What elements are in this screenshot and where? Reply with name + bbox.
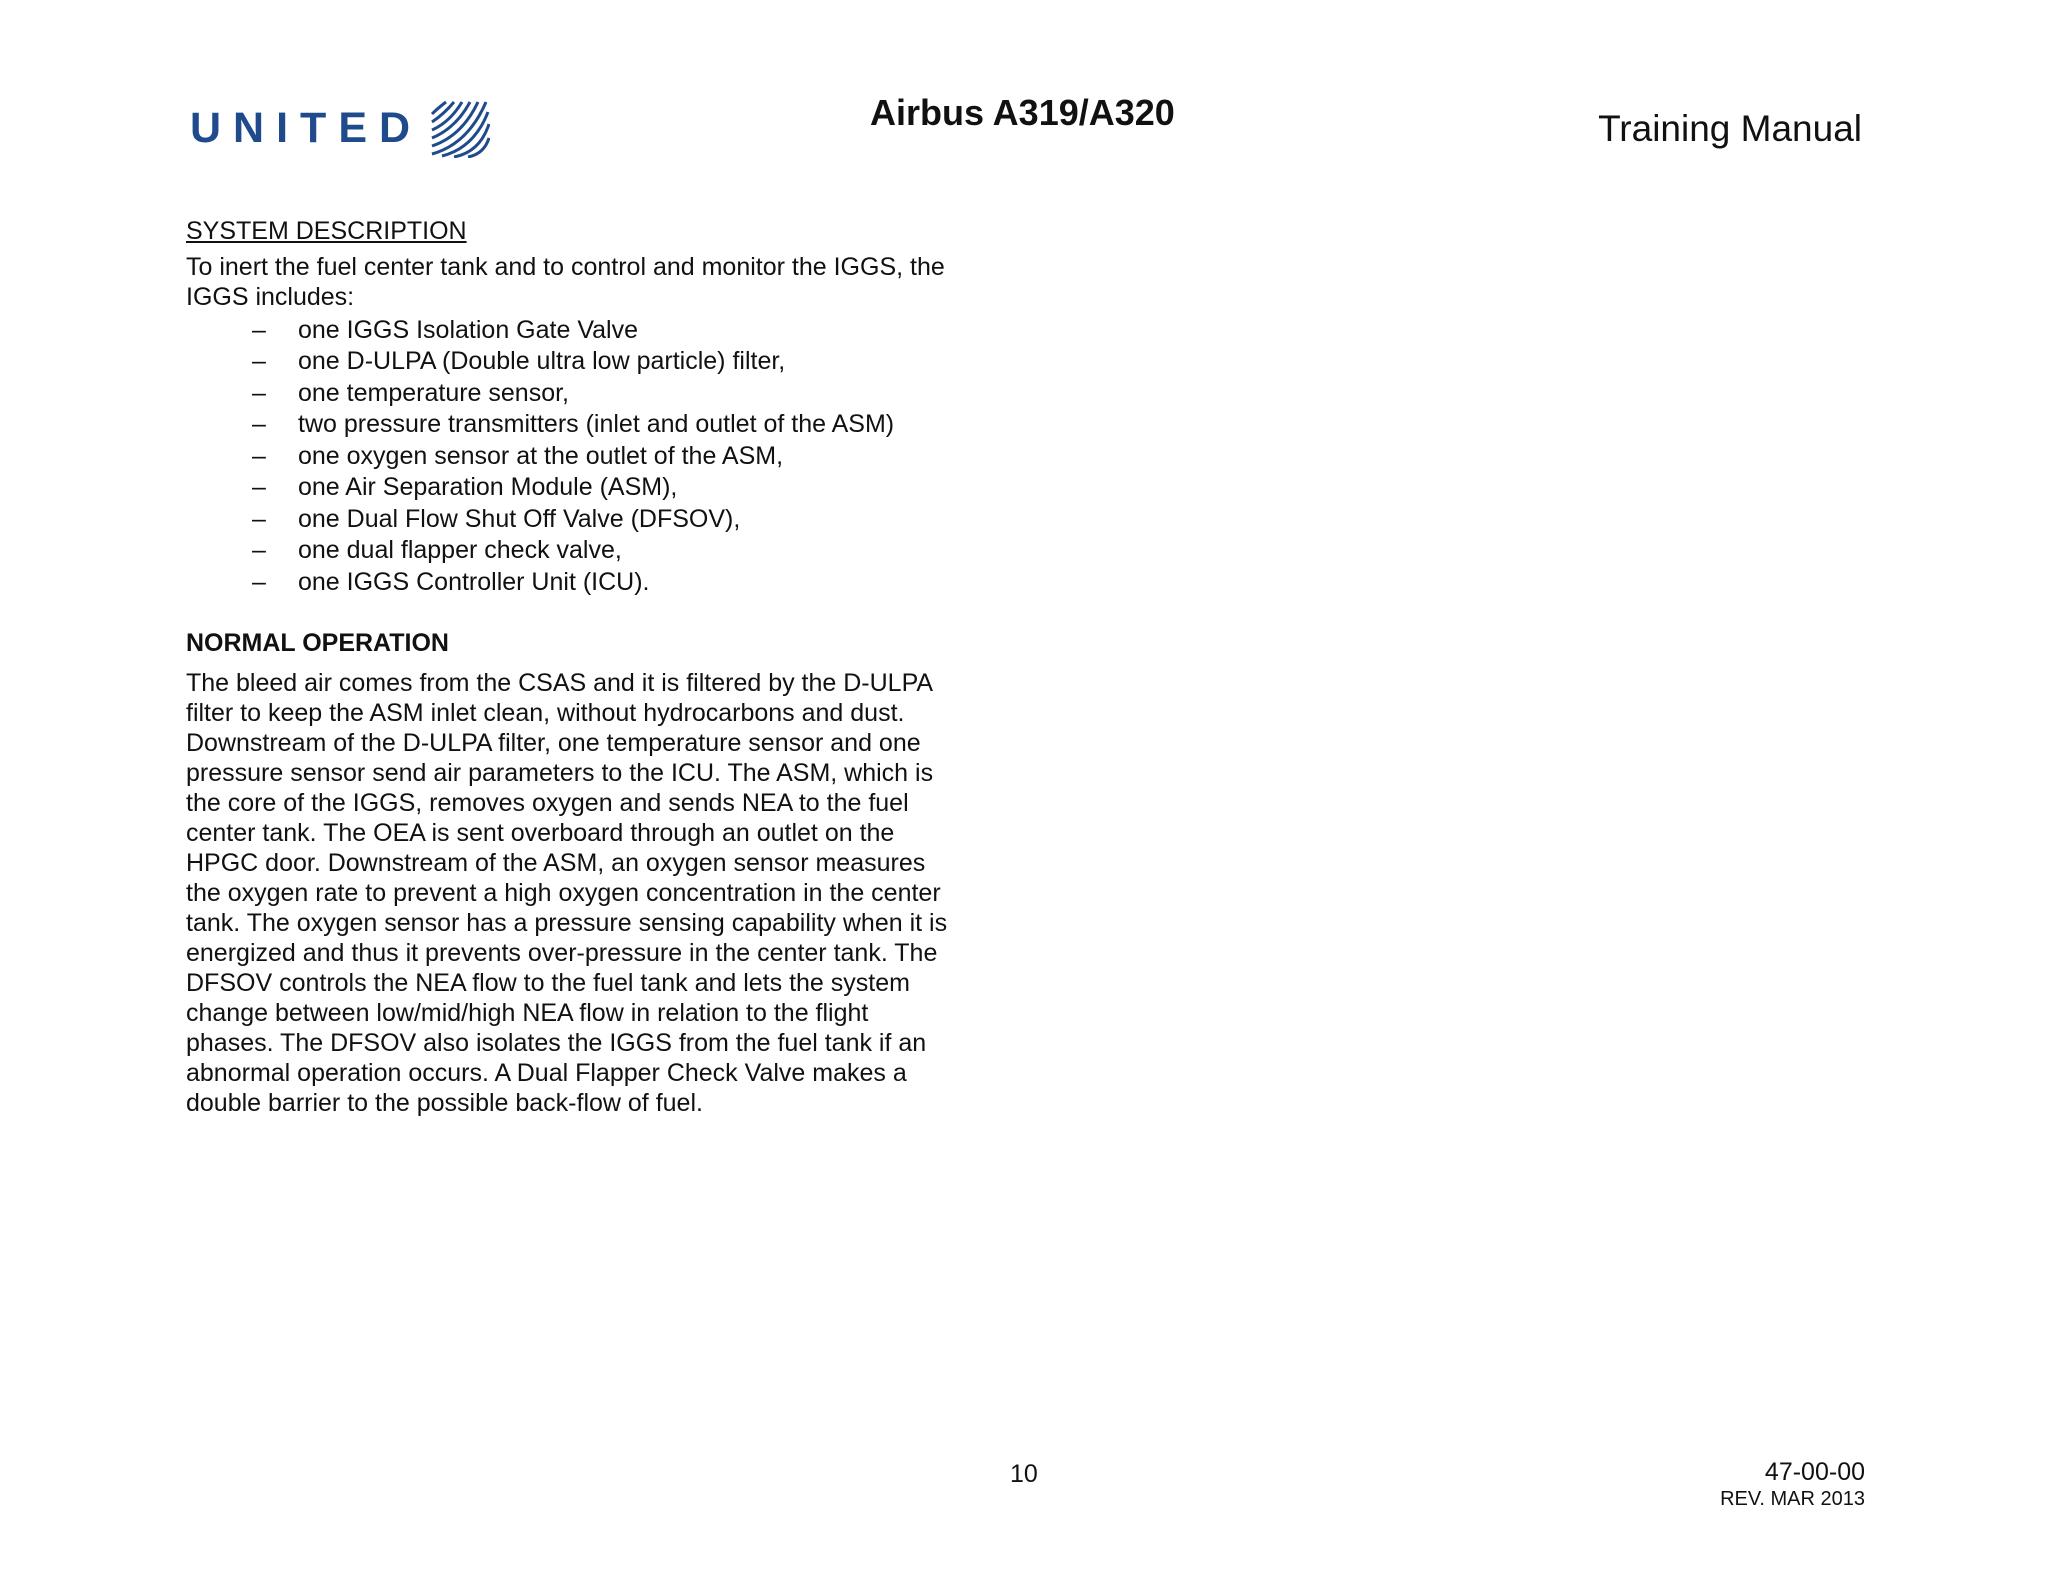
bullet-dash: – [252, 378, 266, 407]
list-item-text: one D-ULPA (Double ultra low particle) filter, [298, 347, 786, 376]
list-item-text: one Air Separation Module (ASM), [298, 473, 678, 502]
list-item [186, 503, 1006, 535]
list-item-text: one temperature sensor, [298, 378, 569, 407]
paragraph-line: pressure sensor send air parameters to the ICU. The ASM, which is [186, 758, 934, 787]
revision-date: REV. MAR 2013 [1720, 1488, 1865, 1510]
list-item [186, 314, 1006, 346]
bullet-dash: – [252, 315, 266, 344]
bullet-dash: – [252, 441, 266, 470]
list-item [186, 535, 1006, 567]
globe-icon [428, 98, 490, 158]
list-item [186, 346, 1006, 378]
bullet-dash: – [252, 567, 266, 596]
list-item-text: one IGGS Isolation Gate Valve [298, 315, 639, 344]
system-description-heading: SYSTEM DESCRIPTION [186, 217, 467, 245]
paragraph-line: center tank. The OEA is sent overboard through an outlet on the [186, 818, 895, 847]
document-title: Airbus A319/A320 [870, 92, 1175, 133]
list-item [186, 440, 1006, 472]
bullet-dash: – [252, 504, 266, 533]
main-content [186, 216, 1006, 1118]
paragraph-line: abnormal operation occurs. A Dual Flapper Check Valve makes a [186, 1058, 907, 1087]
list-item [186, 409, 1006, 441]
list-item-text: one IGGS Controller Unit (ICU). [298, 567, 650, 596]
united-logo [190, 98, 490, 158]
list-item [186, 566, 1006, 598]
component-list [186, 314, 1006, 598]
page-number: 10 [1010, 1460, 1038, 1488]
system-description-intro: To inert the fuel center tank and to control and monitor the IGGS, the IGGS includes: [186, 253, 945, 311]
paragraph-line: HPGC door. Downstream of the ASM, an oxygen sensor measures [186, 848, 926, 877]
normal-operation-heading: NORMAL OPERATION [186, 628, 449, 657]
paragraph-line: energized and thus it prevents over-pressure in the center tank. The [186, 938, 938, 967]
bullet-dash: – [252, 347, 266, 376]
paragraph-line: the oxygen rate to prevent a high oxygen concentration in the center [186, 878, 941, 907]
logo-wordmark: UNITED [190, 103, 423, 152]
paragraph-line: DFSOV controls the NEA flow to the fuel tank and lets the system [186, 968, 910, 997]
paragraph-line: change between low/mid/high NEA flow in relation to the flight [186, 998, 869, 1027]
chapter-code: 47-00-00 [1764, 1458, 1865, 1486]
paragraph-line: double barrier to the possible back-flow of fuel. [186, 1088, 703, 1117]
normal-operation-paragraph [186, 668, 1006, 1118]
bullet-dash: – [252, 473, 266, 502]
list-item-text: one oxygen sensor at the outlet of the ASM, [298, 441, 784, 470]
list-item-text: two pressure transmitters (inlet and outlet of the ASM) [298, 410, 895, 439]
paragraph-line: filter to keep the ASM inlet clean, without hydrocarbons and dust. [186, 698, 905, 727]
list-item-text: one Dual Flow Shut Off Valve (DFSOV), [298, 504, 741, 533]
bullet-dash: – [252, 536, 266, 565]
paragraph-line: The bleed air comes from the CSAS and it is filtered by the D-ULPA [186, 668, 934, 697]
paragraph-line: the core of the IGGS, removes oxygen and sends NEA to the fuel [186, 788, 909, 817]
paragraph-line: Downstream of the D-ULPA filter, one temperature sensor and one [186, 728, 921, 757]
list-item-text: one dual flapper check valve, [298, 536, 622, 565]
paragraph-line: phases. The DFSOV also isolates the IGGS from the fuel tank if an [186, 1028, 927, 1057]
bullet-dash: – [252, 410, 266, 439]
paragraph-line: tank. The oxygen sensor has a pressure sensing capability when it is [186, 908, 948, 937]
document-type: Training Manual [1598, 108, 1862, 149]
list-item [186, 472, 1006, 504]
list-item [186, 377, 1006, 409]
